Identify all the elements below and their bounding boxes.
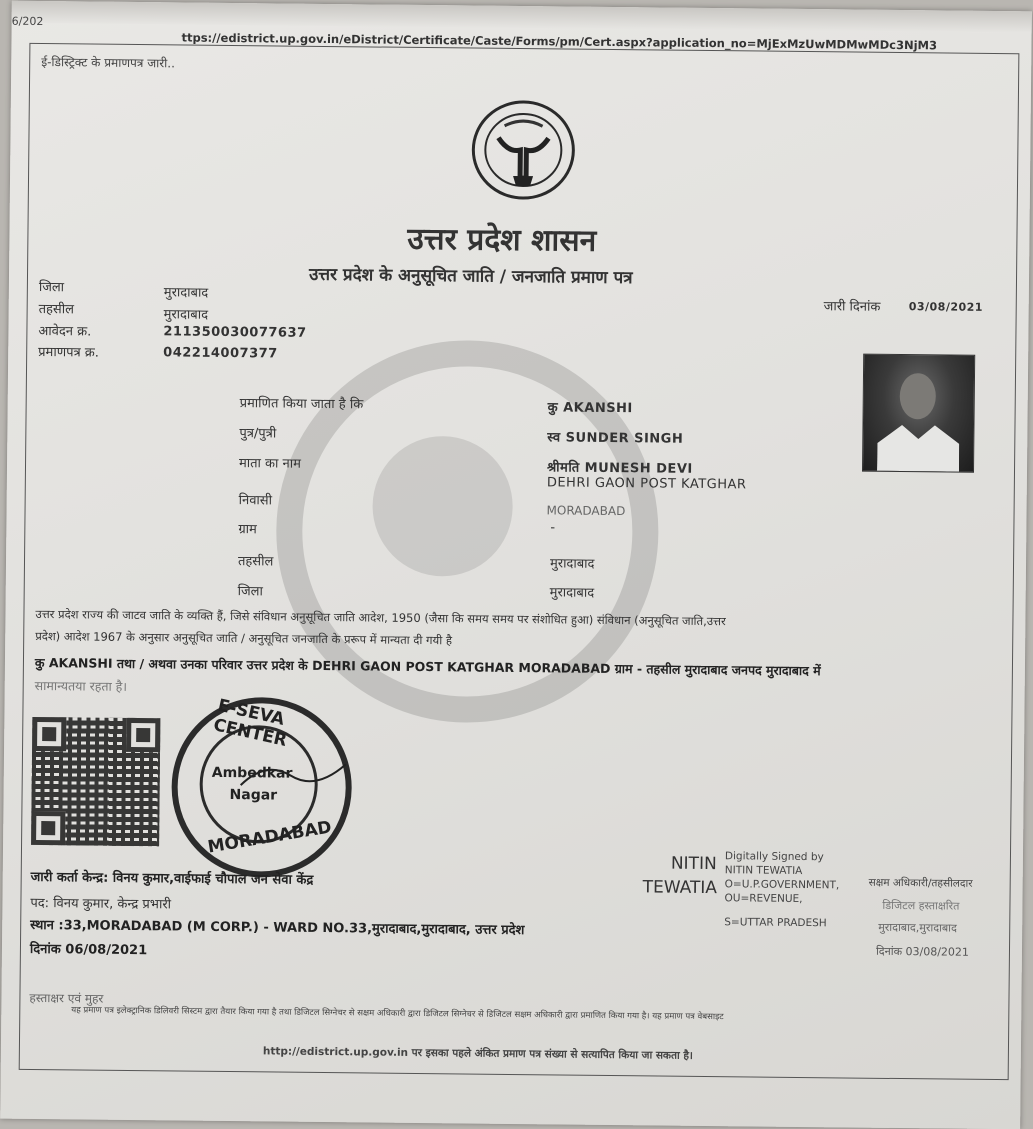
meta-application-label: आवेदन क्र. bbox=[38, 323, 92, 340]
url-bar-text: ttps://edistrict.up.gov.in/eDistrict/Certificate/Caste/Forms/pm/Cert.aspx?application_no=MjExMzUwMDMwMDc3NjM3 bbox=[181, 30, 938, 53]
certificate-sheet bbox=[0, 1, 1032, 1129]
meta-district-value: मुरादाबाद bbox=[163, 285, 209, 301]
digital-sign-line2: NITIN TEWATIA bbox=[724, 864, 803, 878]
meta-tehsil-label: तहसील bbox=[38, 301, 75, 318]
issue-date-value: 03/08/2021 bbox=[908, 300, 984, 314]
photo-face bbox=[900, 373, 936, 419]
certify-label: प्रमाणित किया जाता है कि bbox=[239, 396, 364, 413]
footer-line-1: यह प्रमाण पत्र इलेक्ट्रानिक डिलिवरी सिस्टम द्वारा तैयार किया गया है तथा डिजिटल सिग्नेचर से सक्षम अधिकारी द्वारा डिजिटल सिग्नेचर से डिजिटल सक्षम अधिकारी द्वारा प्रमाणित किया गया है। यह प्रमाण पत्र वेबसाइट bbox=[71, 1005, 724, 1023]
digital-sign-line4: OU=REVENUE, bbox=[724, 892, 803, 906]
top-shadow-band bbox=[12, 1, 1032, 34]
statement-line-3: कु AKANSHI तथा / अथवा उनका परिवार उत्तर प्रदेश के DEHRI GAON POST KATGHAR MORADABAD ग्राम - तहसील मुरादाबाद जनपद मुरादाबाद में bbox=[34, 654, 821, 679]
mother-label: माता का नाम bbox=[238, 456, 302, 472]
stamp-center-line1: Ambedkar bbox=[211, 764, 293, 782]
stamp-center-line2: Nagar bbox=[229, 787, 278, 804]
meta-district-label: जिला bbox=[38, 279, 65, 296]
resident-value-line1: DEHRI GAON POST KATGHAR bbox=[546, 475, 747, 493]
stamp-top-text: E-SEVA CENTER bbox=[211, 695, 289, 751]
issuer-line-3: स्थान :33,MORADABAD (M CORP.) - WARD NO.33,मुरादाबाद,मुरादाबाद, उत्तर प्रदेश bbox=[30, 917, 525, 939]
parent-value: स्व SUNDER SINGH bbox=[547, 430, 684, 447]
qr-code bbox=[31, 717, 160, 846]
resident-label: निवासी bbox=[238, 493, 273, 509]
issuer-line-4: दिनांक 06/08/2021 bbox=[29, 941, 148, 959]
meta-tehsil-value: मुरादाबाद bbox=[163, 307, 209, 323]
statement-line-2: प्रदेश) आदेश 1967 के अनुसार अनुसूचित जाति / अनुसूचित जनजाति के प्ररूप में मान्यता दी गयी है bbox=[35, 628, 453, 648]
meta-certificate-label: प्रमाणपत्र क्र. bbox=[38, 344, 100, 361]
qr-finder-bottom-left bbox=[31, 811, 65, 845]
photo-shirt bbox=[877, 425, 959, 472]
up-emblem-icon bbox=[468, 97, 579, 202]
footer-line-2: http://edistrict.up.gov.in पर इसका पहले अंकित प्रमाण पत्र संख्या से सत्यापित किया जा सकता है। bbox=[262, 1045, 693, 1062]
applicant-photo bbox=[862, 354, 975, 473]
stamp-signature-scribble bbox=[236, 755, 356, 796]
village-value: - bbox=[550, 520, 556, 536]
meta-certificate-value: 042214007377 bbox=[163, 345, 278, 362]
certify-value: कु AKANSHI bbox=[547, 400, 633, 417]
stamp-bottom-text: MORADABAD bbox=[206, 817, 334, 858]
issuer-line-1: जारी कर्ता केन्द्र: विनय कुमार,वाईफाई चौपाल जन सेवा केंद्र bbox=[30, 869, 314, 888]
sign-and-seal-label: हस्ताक्षर एवं मुहर bbox=[29, 990, 104, 1006]
meta-application-value: 211350030077637 bbox=[163, 324, 307, 341]
qr-finder-top-left bbox=[32, 717, 66, 751]
parent-label: पुत्र/पुत्री bbox=[239, 426, 277, 442]
authority-line4: दिनांक 03/08/2021 bbox=[875, 944, 970, 959]
top-note: ई-डिस्ट्रिक्ट के प्रमाणपत्र जारी.. bbox=[41, 55, 176, 71]
issue-date-label: जारी दिनांक bbox=[823, 299, 881, 315]
tehsil-label: तहसील bbox=[237, 554, 274, 570]
resident-value-line2: MORADABAD bbox=[546, 503, 626, 519]
signer-name-line1: NITIN bbox=[670, 853, 717, 875]
digital-sign-line5: S=UTTAR PRADESH bbox=[724, 916, 827, 930]
district-label: जिला bbox=[237, 584, 263, 600]
authority-line1: सक्षम अधिकारी/तहसीलदार bbox=[868, 876, 973, 890]
page-corner-number: 6/202 bbox=[11, 14, 44, 29]
signer-name-line2: TEWATIA bbox=[642, 877, 718, 899]
digital-sign-line1: Digitally Signed by bbox=[724, 850, 824, 864]
digital-sign-line3: O=U.P.GOVERNMENT, bbox=[724, 878, 840, 892]
mother-value: श्रीमति MUNESH DEVI bbox=[546, 460, 693, 477]
tehsil-value: मुरादाबाद bbox=[549, 556, 595, 572]
document-title: उत्तर प्रदेश शासन bbox=[407, 221, 597, 259]
document-subtitle: उत्तर प्रदेश के अनुसूचित जाति / जनजाति प्रमाण पत्र bbox=[308, 264, 633, 289]
authority-line3: मुरादाबाद,मुरादाबाद bbox=[878, 920, 957, 935]
statement-line-4: सामान्यतया रहता है। bbox=[34, 677, 128, 694]
district-value: मुरादाबाद bbox=[549, 585, 595, 601]
qr-finder-top-right bbox=[126, 718, 160, 752]
issuer-line-2: पद: विनय कुमार, केन्द्र प्रभारी bbox=[30, 895, 172, 913]
village-label: ग्राम bbox=[238, 522, 257, 538]
authority-line2: डिजिटल हस्ताक्षरित bbox=[882, 898, 960, 913]
statement-line-1: उत्तर प्रदेश राज्य की जाटव जाति के व्यक्ति हैं, जिसे संविधान अनुसूचित जाति आदेश, 1950 (जैसा कि समय समय पर संशोधित हुआ) संविधान (अनुसूचित जाति,उत्तर bbox=[35, 606, 726, 629]
